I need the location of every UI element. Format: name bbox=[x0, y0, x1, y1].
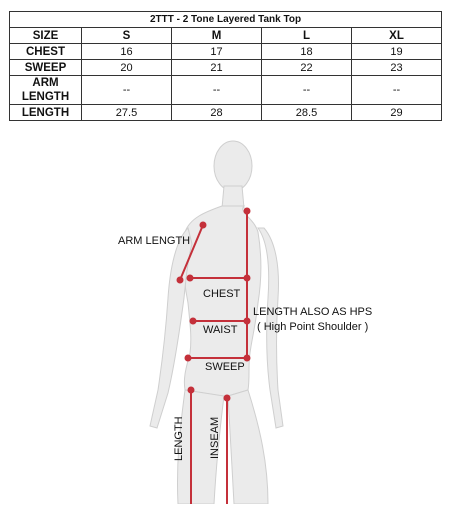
chest-label: CHEST bbox=[203, 288, 241, 300]
waist-left-dot bbox=[191, 319, 196, 324]
table-header-row bbox=[10, 28, 442, 44]
mannequin-head bbox=[214, 141, 252, 191]
row-label: SWEEP bbox=[10, 60, 82, 76]
row-label: LENGTH bbox=[10, 105, 82, 121]
header-xl: XL bbox=[352, 28, 442, 44]
size-chart-table bbox=[9, 11, 442, 121]
cell: 21 bbox=[172, 60, 262, 76]
length-hps-label-line2: ( High Point Shoulder ) bbox=[257, 321, 369, 333]
table-row bbox=[10, 60, 442, 76]
cell: -- bbox=[262, 76, 352, 105]
table-title: 2TTT - 2 Tone Layered Tank Top bbox=[10, 12, 442, 28]
sweep-left-dot bbox=[186, 356, 191, 361]
cell: 18 bbox=[262, 44, 352, 60]
mannequin-right-leg bbox=[228, 390, 268, 504]
cell: 28.5 bbox=[262, 105, 352, 121]
table-row bbox=[10, 105, 442, 121]
cell: -- bbox=[352, 76, 442, 105]
cell: 28 bbox=[172, 105, 262, 121]
cell: 16 bbox=[82, 44, 172, 60]
header-l: L bbox=[262, 28, 352, 44]
table-title-row bbox=[10, 12, 442, 28]
row-label: CHEST bbox=[10, 44, 82, 60]
length-hps-top-dot bbox=[245, 209, 250, 214]
chest-left-dot bbox=[188, 276, 193, 281]
header-m: M bbox=[172, 28, 262, 44]
header-s: S bbox=[82, 28, 172, 44]
cell: 20 bbox=[82, 60, 172, 76]
mannequin-illustration bbox=[0, 128, 458, 504]
cell: -- bbox=[172, 76, 262, 105]
waist-label: WAIST bbox=[203, 324, 238, 336]
cell: -- bbox=[82, 76, 172, 105]
row-label: ARM LENGTH bbox=[10, 76, 82, 105]
inseam-top-dot bbox=[225, 396, 230, 401]
cell: 23 bbox=[352, 60, 442, 76]
leg-length-top-dot bbox=[189, 388, 194, 393]
length-hps-label-line1: LENGTH ALSO AS HPS bbox=[253, 306, 373, 318]
arm-length-label: ARM LENGTH bbox=[118, 235, 191, 247]
arm-length-top-dot bbox=[201, 223, 206, 228]
mannequin-neck bbox=[222, 186, 244, 208]
inseam-label: INSEAM bbox=[209, 416, 221, 459]
cell: 17 bbox=[172, 44, 262, 60]
measurement-diagram bbox=[0, 128, 458, 504]
cell: 22 bbox=[262, 60, 352, 76]
header-size: SIZE bbox=[10, 28, 82, 44]
cell: 29 bbox=[352, 105, 442, 121]
table-row bbox=[10, 76, 442, 105]
arm-length-bottom-dot bbox=[178, 278, 183, 283]
table-row bbox=[10, 44, 442, 60]
cell: 27.5 bbox=[82, 105, 172, 121]
leg-length-label: LENGTH bbox=[173, 416, 185, 461]
sweep-label: SWEEP bbox=[205, 361, 245, 373]
cell: 19 bbox=[352, 44, 442, 60]
